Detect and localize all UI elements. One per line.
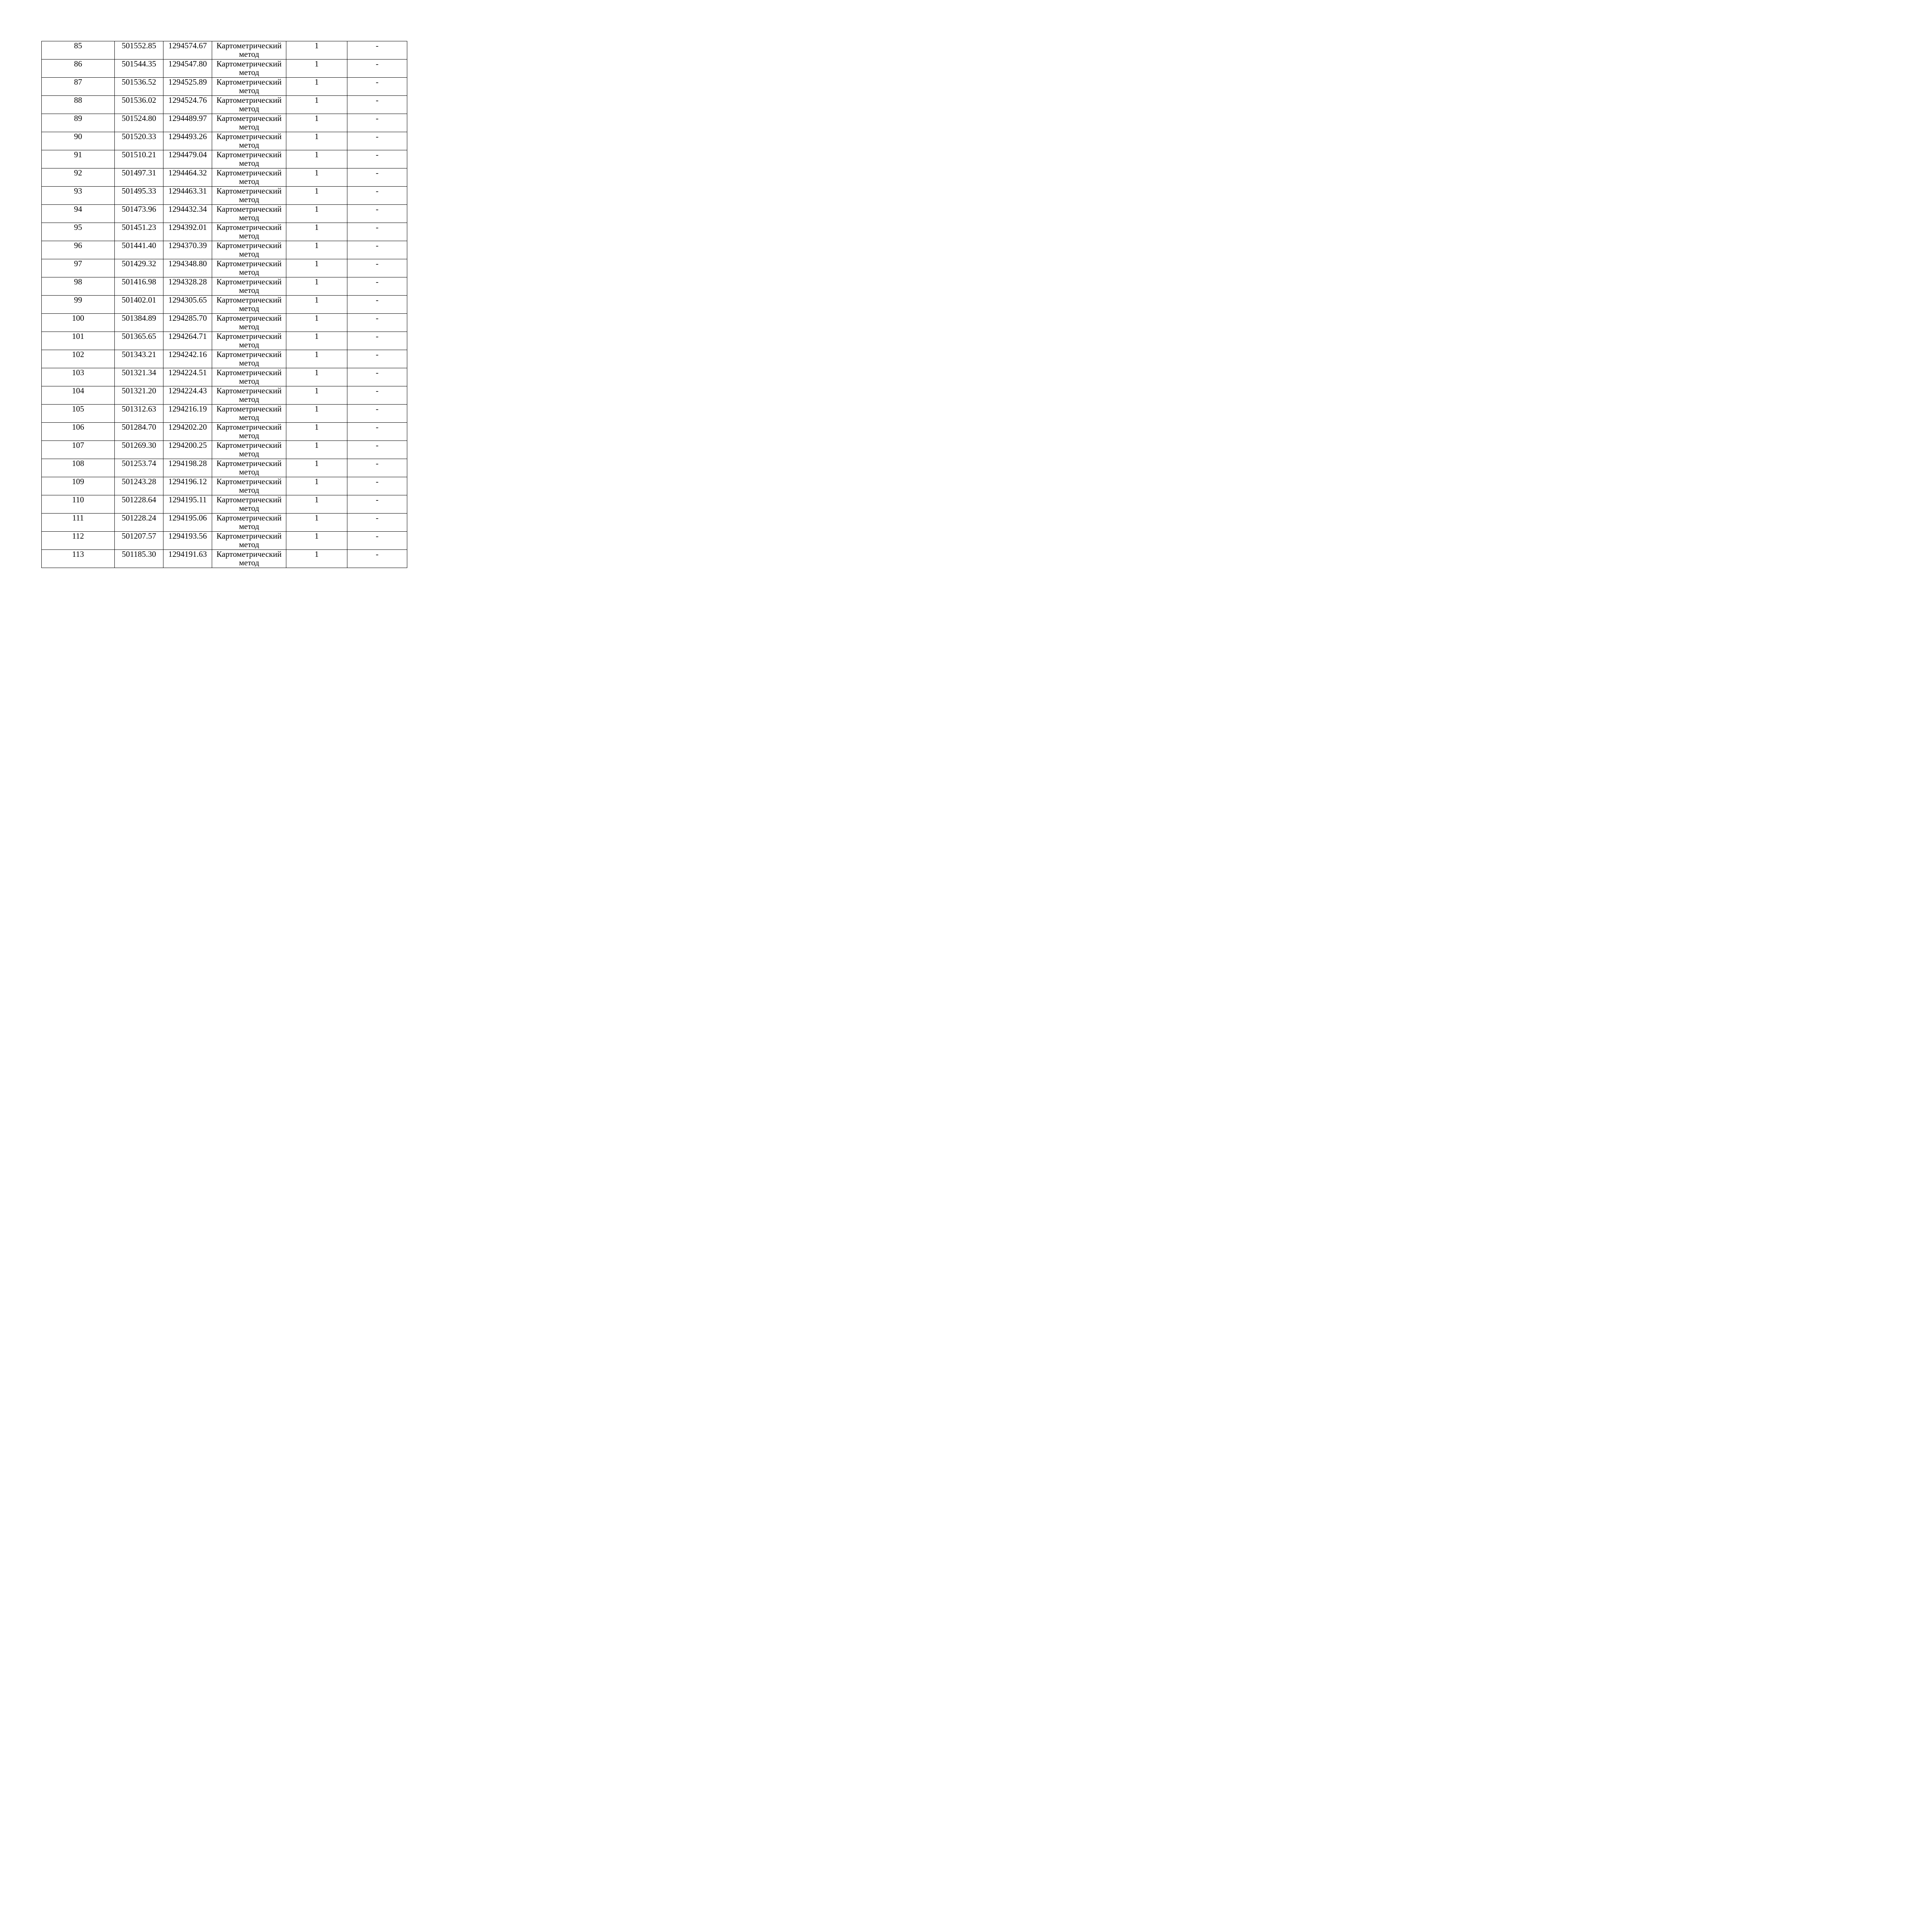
method-line-1: Картометрический [216, 186, 282, 196]
note-cell: - [347, 423, 407, 441]
accuracy-cell: 1 [286, 150, 347, 168]
table-row [42, 78, 407, 96]
method-line-2: метод [239, 522, 259, 531]
y-coordinate-cell: 1294524.76 [163, 96, 212, 114]
method-line-1: Картометрический [216, 241, 282, 250]
method-line-2: метод [239, 140, 259, 150]
method-cell [212, 314, 286, 332]
point-number-cell: 97 [42, 259, 115, 277]
accuracy-cell: 1 [286, 459, 347, 477]
method-line-1: Картометрический [216, 132, 282, 141]
point-number-cell: 112 [42, 532, 115, 550]
y-coordinate-cell: 1294195.11 [163, 495, 212, 514]
method-line-2: метод [239, 286, 259, 295]
method-line-1: Картометрический [216, 150, 282, 159]
x-coordinate-cell: 501536.52 [115, 78, 163, 96]
y-coordinate-cell: 1294191.63 [163, 550, 212, 568]
method-line-2: метод [239, 177, 259, 186]
method-cell [212, 296, 286, 314]
table-row [42, 386, 407, 405]
y-coordinate-cell: 1294224.51 [163, 368, 212, 386]
note-cell: - [347, 277, 407, 296]
method-line-2: метод [239, 503, 259, 513]
method-line-2: метод [239, 413, 259, 422]
note-cell: - [347, 368, 407, 386]
accuracy-cell: 1 [286, 259, 347, 277]
table-row [42, 350, 407, 368]
x-coordinate-cell: 501497.31 [115, 168, 163, 187]
method-cell [212, 187, 286, 205]
x-coordinate-cell: 501544.35 [115, 60, 163, 78]
accuracy-cell: 1 [286, 132, 347, 150]
table-row [42, 368, 407, 386]
note-cell: - [347, 332, 407, 350]
point-number-cell: 90 [42, 132, 115, 150]
method-line-1: Картометрический [216, 404, 282, 413]
accuracy-cell: 1 [286, 368, 347, 386]
y-coordinate-cell: 1294285.70 [163, 314, 212, 332]
point-number-cell: 111 [42, 514, 115, 532]
method-line-2: метод [239, 104, 259, 113]
note-cell: - [347, 187, 407, 205]
y-coordinate-cell: 1294305.65 [163, 296, 212, 314]
method-cell [212, 405, 286, 423]
method-line-2: метод [239, 249, 259, 259]
point-number-cell: 107 [42, 441, 115, 459]
accuracy-cell: 1 [286, 168, 347, 187]
accuracy-cell: 1 [286, 78, 347, 96]
note-cell: - [347, 96, 407, 114]
y-coordinate-cell: 1294525.89 [163, 78, 212, 96]
note-cell: - [347, 114, 407, 132]
table-row [42, 241, 407, 259]
note-cell: - [347, 132, 407, 150]
method-line-2: метод [239, 68, 259, 77]
method-line-1: Картометрический [216, 368, 282, 377]
method-cell [212, 550, 286, 568]
accuracy-cell: 1 [286, 550, 347, 568]
table-row [42, 259, 407, 277]
y-coordinate-cell: 1294432.34 [163, 205, 212, 223]
method-line-1: Картометрический [216, 41, 282, 50]
method-cell [212, 459, 286, 477]
method-cell [212, 423, 286, 441]
table-row [42, 96, 407, 114]
point-number-cell: 95 [42, 223, 115, 241]
table-row [42, 187, 407, 205]
x-coordinate-cell: 501365.65 [115, 332, 163, 350]
x-coordinate-cell: 501343.21 [115, 350, 163, 368]
accuracy-cell: 1 [286, 532, 347, 550]
method-line-2: метод [239, 449, 259, 458]
table-row [42, 405, 407, 423]
point-number-cell: 102 [42, 350, 115, 368]
method-line-1: Картометрический [216, 477, 282, 486]
method-line-1: Картометрический [216, 495, 282, 504]
x-coordinate-cell: 501402.01 [115, 296, 163, 314]
method-line-2: метод [239, 195, 259, 204]
x-coordinate-cell: 501228.24 [115, 514, 163, 532]
x-coordinate-cell: 501243.28 [115, 477, 163, 495]
method-cell [212, 259, 286, 277]
method-line-1: Картометрический [216, 386, 282, 395]
method-line-1: Картометрический [216, 223, 282, 232]
point-number-cell: 88 [42, 96, 115, 114]
note-cell: - [347, 78, 407, 96]
method-cell [212, 477, 286, 495]
table-row [42, 477, 407, 495]
method-cell [212, 368, 286, 386]
method-line-2: метод [239, 431, 259, 440]
x-coordinate-cell: 501284.70 [115, 423, 163, 441]
y-coordinate-cell: 1294370.39 [163, 241, 212, 259]
method-cell [212, 41, 286, 60]
accuracy-cell: 1 [286, 187, 347, 205]
method-line-2: метод [239, 49, 259, 59]
method-line-2: метод [239, 395, 259, 404]
note-cell: - [347, 314, 407, 332]
x-coordinate-cell: 501253.74 [115, 459, 163, 477]
coordinates-table [41, 41, 407, 568]
table-row [42, 423, 407, 441]
accuracy-cell: 1 [286, 477, 347, 495]
x-coordinate-cell: 501473.96 [115, 205, 163, 223]
document-page [0, 0, 434, 613]
method-line-1: Картометрический [216, 168, 282, 177]
point-number-cell: 96 [42, 241, 115, 259]
method-cell [212, 168, 286, 187]
accuracy-cell: 1 [286, 405, 347, 423]
x-coordinate-cell: 501451.23 [115, 223, 163, 241]
table-row [42, 332, 407, 350]
note-cell: - [347, 532, 407, 550]
y-coordinate-cell: 1294479.04 [163, 150, 212, 168]
note-cell: - [347, 168, 407, 187]
x-coordinate-cell: 501552.85 [115, 41, 163, 60]
method-cell [212, 532, 286, 550]
table-row [42, 532, 407, 550]
note-cell: - [347, 459, 407, 477]
method-line-2: метод [239, 304, 259, 313]
coordinates-table-body [42, 41, 407, 568]
table-row [42, 41, 407, 60]
accuracy-cell: 1 [286, 350, 347, 368]
accuracy-cell: 1 [286, 114, 347, 132]
x-coordinate-cell: 501384.89 [115, 314, 163, 332]
x-coordinate-cell: 501207.57 [115, 532, 163, 550]
y-coordinate-cell: 1294198.28 [163, 459, 212, 477]
accuracy-cell: 1 [286, 423, 347, 441]
method-line-1: Картометрический [216, 59, 282, 68]
method-line-1: Картометрический [216, 350, 282, 359]
method-cell [212, 205, 286, 223]
note-cell: - [347, 223, 407, 241]
note-cell: - [347, 150, 407, 168]
x-coordinate-cell: 501441.40 [115, 241, 163, 259]
method-line-1: Картометрический [216, 313, 282, 323]
y-coordinate-cell: 1294216.19 [163, 405, 212, 423]
method-line-1: Картометрический [216, 277, 282, 286]
accuracy-cell: 1 [286, 386, 347, 405]
method-line-1: Картометрический [216, 259, 282, 268]
point-number-cell: 85 [42, 41, 115, 60]
method-line-1: Картометрический [216, 531, 282, 541]
method-line-2: метод [239, 122, 259, 131]
x-coordinate-cell: 501429.32 [115, 259, 163, 277]
method-line-1: Картометрический [216, 459, 282, 468]
accuracy-cell: 1 [286, 314, 347, 332]
x-coordinate-cell: 501312.63 [115, 405, 163, 423]
accuracy-cell: 1 [286, 96, 347, 114]
y-coordinate-cell: 1294242.16 [163, 350, 212, 368]
x-coordinate-cell: 501520.33 [115, 132, 163, 150]
x-coordinate-cell: 501495.33 [115, 187, 163, 205]
x-coordinate-cell: 501185.30 [115, 550, 163, 568]
note-cell: - [347, 60, 407, 78]
x-coordinate-cell: 501269.30 [115, 441, 163, 459]
table-row [42, 223, 407, 241]
point-number-cell: 103 [42, 368, 115, 386]
method-line-2: метод [239, 485, 259, 495]
method-line-2: метод [239, 376, 259, 386]
note-cell: - [347, 259, 407, 277]
method-line-1: Картометрический [216, 422, 282, 432]
accuracy-cell: 1 [286, 41, 347, 60]
point-number-cell: 87 [42, 78, 115, 96]
accuracy-cell: 1 [286, 332, 347, 350]
y-coordinate-cell: 1294493.26 [163, 132, 212, 150]
point-number-cell: 100 [42, 314, 115, 332]
note-cell: - [347, 495, 407, 514]
note-cell: - [347, 296, 407, 314]
point-number-cell: 94 [42, 205, 115, 223]
method-line-1: Картометрический [216, 77, 282, 87]
method-line-1: Картометрический [216, 513, 282, 522]
method-cell [212, 150, 286, 168]
accuracy-cell: 1 [286, 241, 347, 259]
point-number-cell: 108 [42, 459, 115, 477]
y-coordinate-cell: 1294202.20 [163, 423, 212, 441]
x-coordinate-cell: 501416.98 [115, 277, 163, 296]
method-line-2: метод [239, 467, 259, 476]
y-coordinate-cell: 1294348.80 [163, 259, 212, 277]
table-row [42, 441, 407, 459]
y-coordinate-cell: 1294193.56 [163, 532, 212, 550]
x-coordinate-cell: 501536.02 [115, 96, 163, 114]
point-number-cell: 99 [42, 296, 115, 314]
table-row [42, 114, 407, 132]
method-line-2: метод [239, 213, 259, 222]
note-cell: - [347, 550, 407, 568]
table-row [42, 514, 407, 532]
method-line-1: Картометрический [216, 295, 282, 304]
method-line-2: метод [239, 322, 259, 331]
method-cell [212, 277, 286, 296]
table-row [42, 150, 407, 168]
table-row [42, 296, 407, 314]
y-coordinate-cell: 1294463.31 [163, 187, 212, 205]
note-cell: - [347, 350, 407, 368]
table-row [42, 277, 407, 296]
method-line-2: метод [239, 267, 259, 277]
accuracy-cell: 1 [286, 495, 347, 514]
method-line-2: метод [239, 86, 259, 95]
accuracy-cell: 1 [286, 296, 347, 314]
accuracy-cell: 1 [286, 441, 347, 459]
note-cell: - [347, 386, 407, 405]
method-cell [212, 386, 286, 405]
method-cell [212, 495, 286, 514]
point-number-cell: 104 [42, 386, 115, 405]
method-cell [212, 514, 286, 532]
method-cell [212, 114, 286, 132]
method-line-1: Картометрический [216, 204, 282, 214]
method-cell [212, 132, 286, 150]
table-row [42, 550, 407, 568]
method-cell [212, 223, 286, 241]
method-line-2: метод [239, 340, 259, 349]
accuracy-cell: 1 [286, 277, 347, 296]
table-row [42, 168, 407, 187]
y-coordinate-cell: 1294264.71 [163, 332, 212, 350]
note-cell: - [347, 241, 407, 259]
accuracy-cell: 1 [286, 223, 347, 241]
point-number-cell: 92 [42, 168, 115, 187]
method-cell [212, 332, 286, 350]
point-number-cell: 101 [42, 332, 115, 350]
method-cell [212, 350, 286, 368]
method-line-1: Картометрический [216, 114, 282, 123]
y-coordinate-cell: 1294195.06 [163, 514, 212, 532]
note-cell: - [347, 514, 407, 532]
method-line-1: Картометрический [216, 440, 282, 450]
x-coordinate-cell: 501524.80 [115, 114, 163, 132]
method-line-1: Картометрический [216, 549, 282, 559]
method-line-2: метод [239, 358, 259, 367]
point-number-cell: 93 [42, 187, 115, 205]
y-coordinate-cell: 1294464.32 [163, 168, 212, 187]
y-coordinate-cell: 1294196.12 [163, 477, 212, 495]
y-coordinate-cell: 1294328.28 [163, 277, 212, 296]
x-coordinate-cell: 501321.20 [115, 386, 163, 405]
point-number-cell: 106 [42, 423, 115, 441]
x-coordinate-cell: 501321.34 [115, 368, 163, 386]
method-cell [212, 60, 286, 78]
point-number-cell: 86 [42, 60, 115, 78]
y-coordinate-cell: 1294200.25 [163, 441, 212, 459]
point-number-cell: 105 [42, 405, 115, 423]
point-number-cell: 109 [42, 477, 115, 495]
method-line-1: Картометрический [216, 95, 282, 105]
method-line-2: метод [239, 540, 259, 549]
y-coordinate-cell: 1294547.80 [163, 60, 212, 78]
method-line-2: метод [239, 158, 259, 168]
table-row [42, 205, 407, 223]
method-line-2: метод [239, 558, 259, 567]
point-number-cell: 89 [42, 114, 115, 132]
note-cell: - [347, 477, 407, 495]
point-number-cell: 113 [42, 550, 115, 568]
table-row [42, 314, 407, 332]
method-cell [212, 441, 286, 459]
note-cell: - [347, 205, 407, 223]
accuracy-cell: 1 [286, 60, 347, 78]
point-number-cell: 110 [42, 495, 115, 514]
y-coordinate-cell: 1294224.43 [163, 386, 212, 405]
point-number-cell: 98 [42, 277, 115, 296]
x-coordinate-cell: 501510.21 [115, 150, 163, 168]
accuracy-cell: 1 [286, 514, 347, 532]
y-coordinate-cell: 1294574.67 [163, 41, 212, 60]
note-cell: - [347, 441, 407, 459]
method-line-1: Картометрический [216, 332, 282, 341]
accuracy-cell: 1 [286, 205, 347, 223]
note-cell: - [347, 41, 407, 60]
table-row [42, 459, 407, 477]
method-cell [212, 78, 286, 96]
table-row [42, 60, 407, 78]
x-coordinate-cell: 501228.64 [115, 495, 163, 514]
point-number-cell: 91 [42, 150, 115, 168]
table-row [42, 495, 407, 514]
note-cell: - [347, 405, 407, 423]
y-coordinate-cell: 1294392.01 [163, 223, 212, 241]
method-cell [212, 96, 286, 114]
y-coordinate-cell: 1294489.97 [163, 114, 212, 132]
method-cell [212, 241, 286, 259]
table-row [42, 132, 407, 150]
method-line-2: метод [239, 231, 259, 240]
